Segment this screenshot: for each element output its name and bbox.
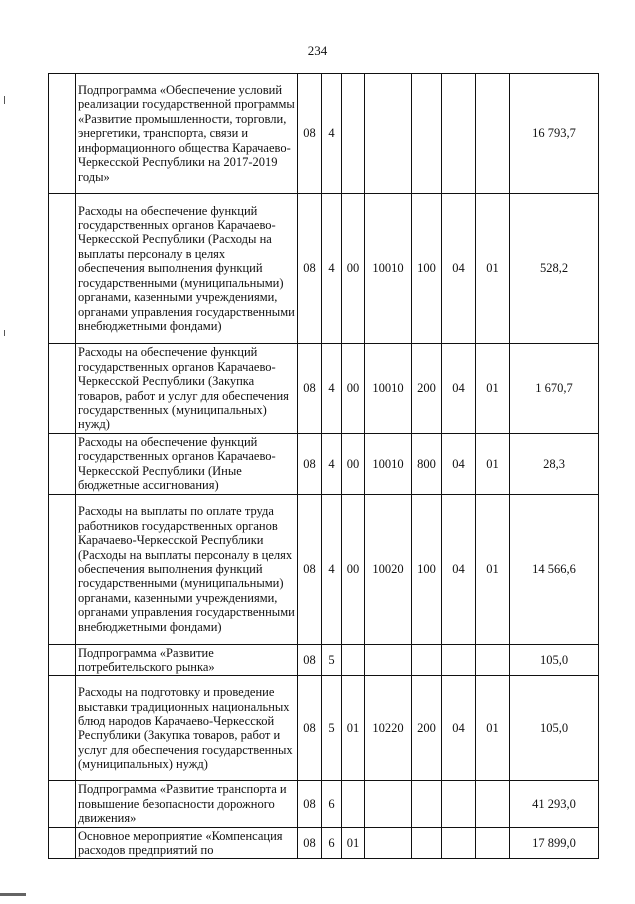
amount-cell: 16 793,7 xyxy=(510,74,599,194)
program-code-cell: 4 xyxy=(322,74,342,194)
row-marker-cell xyxy=(49,827,76,859)
item-name-cell: Расходы на обеспечение функций государственных органов Карачаево-Черкесской Республики (Закупка товаров, работ и услуг для обеспечения государственных (муниципальных) нужд) xyxy=(76,344,298,434)
table-row xyxy=(49,644,599,676)
item-name-cell: Подпрограмма «Развитие транспорта и повышение безопасности дорожного движения» xyxy=(76,781,298,827)
direction-code-cell: 10010 xyxy=(365,434,412,495)
amount-cell: 105,0 xyxy=(510,644,599,676)
subsection-code-cell xyxy=(476,74,510,194)
row-marker-cell xyxy=(49,676,76,781)
direction-code-cell xyxy=(365,827,412,859)
table-row xyxy=(49,434,599,495)
ministry-code-cell: 08 xyxy=(298,494,322,644)
section-code-cell: 04 xyxy=(442,676,476,781)
scan-edge-mark xyxy=(0,893,26,896)
section-code-cell xyxy=(442,644,476,676)
subprogram-code-cell: 00 xyxy=(342,494,365,644)
amount-cell: 1 670,7 xyxy=(510,344,599,434)
ministry-code-cell: 08 xyxy=(298,676,322,781)
expense-type-cell xyxy=(412,74,442,194)
table-row xyxy=(49,676,599,781)
item-name-cell: Подпрограмма «Развитие потребительского рынка» xyxy=(76,644,298,676)
item-name-cell: Расходы на обеспечение функций государственных органов Карачаево-Черкесской Республики (Расходы на выплаты персоналу в целях обеспечения выполнения функций государственными (муниципальными) органами, казенными учреждениями, органами управления государственными внебюджетными фондами) xyxy=(76,194,298,344)
table-row xyxy=(49,344,599,434)
subprogram-code-cell: 01 xyxy=(342,827,365,859)
subprogram-code-cell: 01 xyxy=(342,676,365,781)
row-marker-cell xyxy=(49,644,76,676)
subsection-code-cell: 01 xyxy=(476,676,510,781)
amount-cell: 41 293,0 xyxy=(510,781,599,827)
item-name-cell: Расходы на обеспечение функций государственных органов Карачаево-Черкесской Республики (Иные бюджетные ассигнования) xyxy=(76,434,298,495)
subprogram-code-cell xyxy=(342,644,365,676)
amount-cell: 14 566,6 xyxy=(510,494,599,644)
table-row xyxy=(49,781,599,827)
row-marker-cell xyxy=(49,494,76,644)
budget-table xyxy=(48,73,599,859)
direction-code-cell: 10010 xyxy=(365,344,412,434)
expense-type-cell: 100 xyxy=(412,494,442,644)
table-row xyxy=(49,74,599,194)
subprogram-code-cell xyxy=(342,781,365,827)
section-code-cell xyxy=(442,827,476,859)
item-name-cell: Основное мероприятие «Компенсация расходов предприятий по xyxy=(76,827,298,859)
subsection-code-cell: 01 xyxy=(476,434,510,495)
section-code-cell: 04 xyxy=(442,344,476,434)
subsection-code-cell xyxy=(476,644,510,676)
subsection-code-cell xyxy=(476,781,510,827)
row-marker-cell xyxy=(49,781,76,827)
direction-code-cell: 10010 xyxy=(365,194,412,344)
amount-cell: 105,0 xyxy=(510,676,599,781)
row-marker-cell xyxy=(49,74,76,194)
item-name-cell: Расходы на подготовку и проведение выставки традиционных национальных блюд народов Карачаево-Черкесской Республики (Закупка товаров, работ и услуг для обеспечения государственных (муниципальных) нужд) xyxy=(76,676,298,781)
subprogram-code-cell: 00 xyxy=(342,344,365,434)
expense-type-cell: 200 xyxy=(412,344,442,434)
subsection-code-cell xyxy=(476,827,510,859)
page-number: 234 xyxy=(307,43,328,58)
item-name-cell: Расходы на выплаты по оплате труда работников государственных органов Карачаево-Черкесской Республики (Расходы на выплаты персоналу в целях обеспечения выполнения функций государственными (муниципальными) органами, казенными учреждениями, органами управления государственными внебюджетными фондами) xyxy=(76,494,298,644)
table-row xyxy=(49,827,599,859)
row-marker-cell xyxy=(49,344,76,434)
subprogram-code-cell xyxy=(342,74,365,194)
program-code-cell: 4 xyxy=(322,194,342,344)
ministry-code-cell: 08 xyxy=(298,781,322,827)
ministry-code-cell: 08 xyxy=(298,434,322,495)
program-code-cell: 6 xyxy=(322,827,342,859)
direction-code-cell: 10220 xyxy=(365,676,412,781)
amount-cell: 528,2 xyxy=(510,194,599,344)
ministry-code-cell: 08 xyxy=(298,194,322,344)
program-code-cell: 5 xyxy=(322,676,342,781)
expense-type-cell: 100 xyxy=(412,194,442,344)
amount-cell: 17 899,0 xyxy=(510,827,599,859)
section-code-cell: 04 xyxy=(442,434,476,495)
scan-margin-mark xyxy=(4,96,5,104)
ministry-code-cell: 08 xyxy=(298,827,322,859)
item-name-cell: Подпрограмма «Обеспечение условий реализации государственной программы «Развитие промышленности, торговли, энергетики, транспорта, связи и информационного общества Карачаево-Черкесской Республики на 2017-2019 годы» xyxy=(76,74,298,194)
program-code-cell: 4 xyxy=(322,434,342,495)
ministry-code-cell: 08 xyxy=(298,644,322,676)
subprogram-code-cell: 00 xyxy=(342,434,365,495)
direction-code-cell xyxy=(365,74,412,194)
program-code-cell: 4 xyxy=(322,344,342,434)
expense-type-cell xyxy=(412,781,442,827)
ministry-code-cell: 08 xyxy=(298,74,322,194)
direction-code-cell xyxy=(365,781,412,827)
expense-type-cell xyxy=(412,644,442,676)
expense-type-cell: 800 xyxy=(412,434,442,495)
program-code-cell: 5 xyxy=(322,644,342,676)
subsection-code-cell: 01 xyxy=(476,494,510,644)
ministry-code-cell: 08 xyxy=(298,344,322,434)
direction-code-cell: 10020 xyxy=(365,494,412,644)
program-code-cell: 6 xyxy=(322,781,342,827)
subprogram-code-cell: 00 xyxy=(342,194,365,344)
scan-margin-mark xyxy=(4,330,5,336)
table-row xyxy=(49,494,599,644)
section-code-cell xyxy=(442,74,476,194)
row-marker-cell xyxy=(49,194,76,344)
expense-type-cell: 200 xyxy=(412,676,442,781)
program-code-cell: 4 xyxy=(322,494,342,644)
direction-code-cell xyxy=(365,644,412,676)
section-code-cell: 04 xyxy=(442,194,476,344)
table-row xyxy=(49,194,599,344)
row-marker-cell xyxy=(49,434,76,495)
subsection-code-cell: 01 xyxy=(476,344,510,434)
amount-cell: 28,3 xyxy=(510,434,599,495)
subsection-code-cell: 01 xyxy=(476,194,510,344)
section-code-cell: 04 xyxy=(442,494,476,644)
section-code-cell xyxy=(442,781,476,827)
expense-type-cell xyxy=(412,827,442,859)
